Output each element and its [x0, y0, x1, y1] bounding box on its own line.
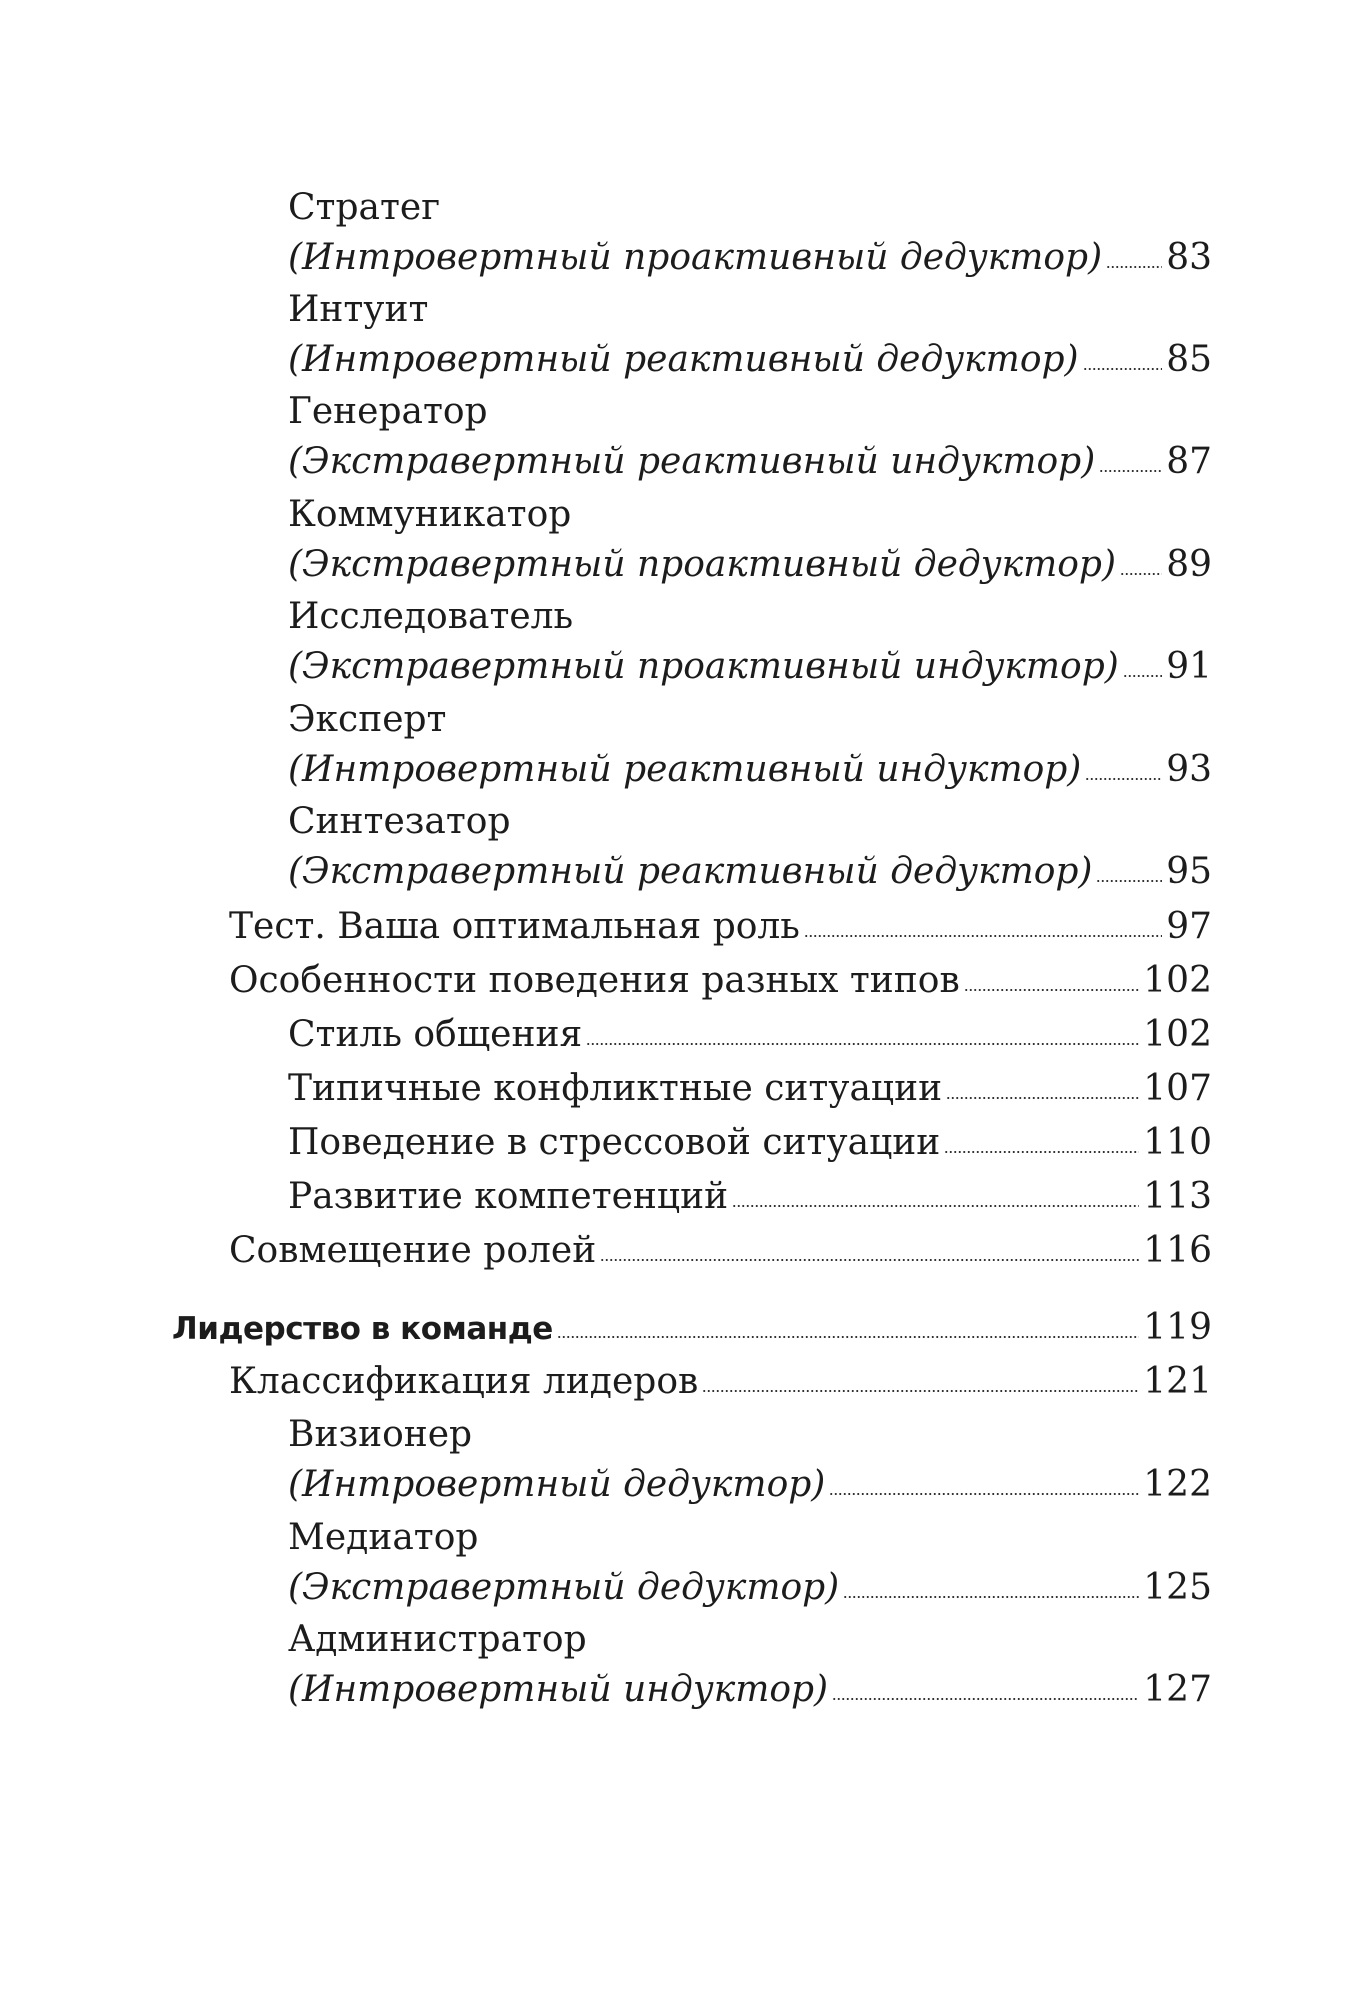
toc-entry[interactable]: [288, 642, 1212, 692]
toc-entry-text: (Интровертный реактивный дедуктор): [288, 339, 1079, 380]
dot-leader: [1096, 877, 1162, 883]
toc-entry[interactable]: [288, 1064, 1212, 1114]
page-number: 91: [1166, 646, 1212, 687]
page-number: 107: [1143, 1068, 1212, 1109]
dot-leader: [964, 986, 1140, 992]
toc-entry-text: (Интровертный реактивный индуктор): [288, 749, 1082, 790]
toc-role-title: Генератор: [288, 391, 488, 432]
toc-entry-text: (Экстравертный реактивный дедуктор): [288, 851, 1093, 892]
page-number: 87: [1166, 441, 1212, 482]
toc-role-title: Эксперт: [288, 699, 447, 740]
toc-entry[interactable]: [288, 1460, 1212, 1510]
page-number: 127: [1143, 1669, 1212, 1710]
dot-leader: [1083, 365, 1163, 371]
page-number: 97: [1166, 906, 1212, 947]
toc-role-title: Медиатор: [288, 1517, 479, 1558]
page-number: 119: [1143, 1307, 1212, 1348]
dot-leader: [944, 1148, 1139, 1154]
toc-role-title: Синтезатор: [288, 801, 511, 842]
dot-leader: [829, 1490, 1139, 1496]
page-number: 110: [1143, 1122, 1212, 1163]
dot-leader: [557, 1333, 1140, 1339]
dot-leader: [843, 1593, 1139, 1599]
toc-entry-text: Типичные конфликтные ситуации: [288, 1068, 943, 1109]
toc-entry[interactable]: [229, 1357, 1212, 1407]
toc-entry-text: (Экстравертный дедуктор): [288, 1567, 840, 1608]
toc-entry[interactable]: [288, 745, 1212, 795]
toc-entry-text: (Экстравертный проактивный индуктор): [288, 646, 1119, 687]
toc-entry-text: Поведение в стрессовой ситуации: [288, 1122, 941, 1163]
dot-leader: [832, 1695, 1139, 1701]
page-number: 95: [1166, 851, 1212, 892]
toc-role-title: Стратег: [288, 187, 441, 228]
toc-entry[interactable]: [288, 1563, 1212, 1613]
toc-entry-text: (Интровертный проактивный дедуктор): [288, 237, 1103, 278]
toc-entry[interactable]: [229, 1226, 1212, 1276]
page-number: 102: [1143, 1014, 1212, 1055]
toc-entry[interactable]: [229, 902, 1212, 952]
toc-role-title: Коммуникатор: [288, 494, 572, 535]
toc-entry[interactable]: [288, 1665, 1212, 1715]
toc-entry[interactable]: [288, 540, 1212, 590]
dot-leader: [600, 1256, 1139, 1262]
toc-entry-text: Развитие компетенций: [288, 1176, 729, 1217]
page-number: 102: [1143, 960, 1212, 1001]
toc-entry[interactable]: [288, 847, 1212, 897]
dot-leader: [946, 1094, 1139, 1100]
toc-entry-text: (Интровертный индуктор): [288, 1669, 829, 1710]
page-number: 113: [1143, 1176, 1212, 1217]
toc-entry[interactable]: [288, 1010, 1212, 1060]
dot-leader: [1120, 570, 1162, 576]
toc-entry[interactable]: [288, 335, 1212, 385]
page-number: 121: [1143, 1361, 1212, 1402]
toc-role-title: Визионер: [288, 1414, 473, 1455]
page-number: 116: [1143, 1230, 1212, 1271]
toc-entry[interactable]: [288, 1118, 1212, 1168]
dot-leader: [804, 932, 1162, 938]
toc-entry-text: (Интровертный дедуктор): [288, 1464, 826, 1505]
toc-entry-text: Особенности поведения разных типов: [229, 960, 960, 1001]
toc-role-title: Исследователь: [288, 596, 574, 637]
toc-entry-text: Стиль общения: [288, 1014, 583, 1055]
toc-entry[interactable]: [288, 1172, 1212, 1222]
dot-leader: [586, 1040, 1139, 1046]
page-number: 93: [1166, 749, 1212, 790]
toc-chapter-entry[interactable]: [172, 1303, 1212, 1353]
toc-entry-text: Тест. Ваша оптимальная роль: [229, 906, 800, 947]
toc-entry-text: (Экстравертный проактивный дедуктор): [288, 544, 1117, 585]
dot-leader: [732, 1202, 1139, 1208]
toc-role-title: Администратор: [288, 1619, 587, 1660]
dot-leader: [1106, 263, 1162, 269]
toc-entry[interactable]: [288, 233, 1212, 283]
toc-entry[interactable]: [229, 956, 1212, 1006]
toc-entry-text: (Экстравертный реактивный индуктор): [288, 441, 1096, 482]
dot-leader: [1085, 775, 1162, 781]
dot-leader: [702, 1387, 1139, 1393]
toc-entry-text: Совмещение ролей: [229, 1230, 597, 1271]
toc-role-title: Интуит: [288, 289, 429, 330]
page-number: 122: [1143, 1464, 1212, 1505]
toc-chapter-text: Лидерство в команде: [172, 1311, 553, 1347]
page-number: 85: [1166, 339, 1212, 380]
page-number: 125: [1143, 1567, 1212, 1608]
page-number: 89: [1166, 544, 1212, 585]
page-number: 83: [1166, 237, 1212, 278]
toc-entry-text: Классификация лидеров: [229, 1361, 699, 1402]
dot-leader: [1099, 467, 1162, 473]
dot-leader: [1123, 672, 1162, 678]
toc-entry[interactable]: [288, 437, 1212, 487]
